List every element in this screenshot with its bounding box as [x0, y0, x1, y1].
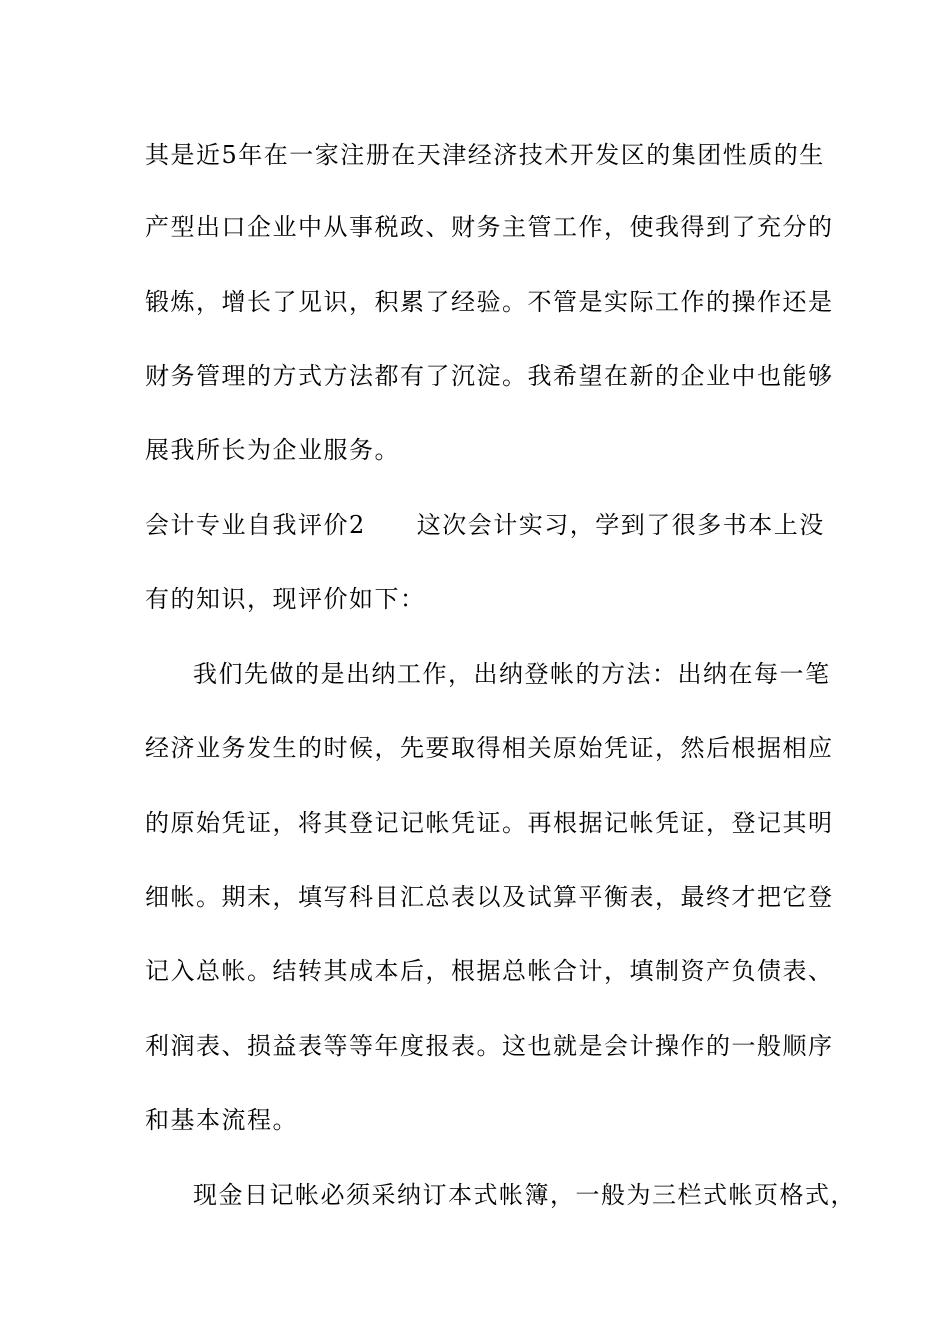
text-line: 其是近5年在一家注册在天津经济技术开发区的集团性质的生 — [145, 141, 825, 169]
text-line: 利润表、损益表等等年度报表。这也就是会计操作的一般顺序 — [145, 1032, 834, 1060]
text-line: 有的知识，现评价如下： — [145, 585, 426, 613]
text-line: 锻炼，增长了见识，积累了经验。不管是实际工作的操作还是 — [145, 288, 834, 316]
text-line: 产型出口企业中从事税政、财务主管工作，使我得到了充分的 — [145, 213, 834, 241]
text-line: 经济业务发生的时候，先要取得相关原始凭证，然后根据相应 — [145, 734, 834, 762]
section-heading-line: 会计专业自我评价2 这次会计实习，学到了很多书本上没 — [145, 511, 825, 539]
text-line: 的原始凭证，将其登记记帐凭证。再根据记帐凭证，登记其明 — [145, 809, 834, 837]
paragraph-start-line: 现金日记帐必须采纳订本式帐簿，一般为三栏式帐页格式， — [193, 1181, 856, 1209]
text-line: 财务管理的方式方法都有了沉淀。我希望在新的企业中也能够 — [145, 362, 834, 390]
paragraph-start-line: 我们先做的是出纳工作，出纳登帐的方法：出纳在每一笔 — [193, 660, 831, 688]
text-line: 细帐。期末，填写科目汇总表以及试算平衡表，最终才把它登 — [145, 883, 834, 911]
text-line: 记入总帐。结转其成本后，根据总帐合计，填制资产负债表、 — [145, 957, 834, 985]
text-line: 和基本流程。 — [145, 1106, 298, 1134]
text-line: 展我所长为企业服务。 — [145, 436, 400, 464]
